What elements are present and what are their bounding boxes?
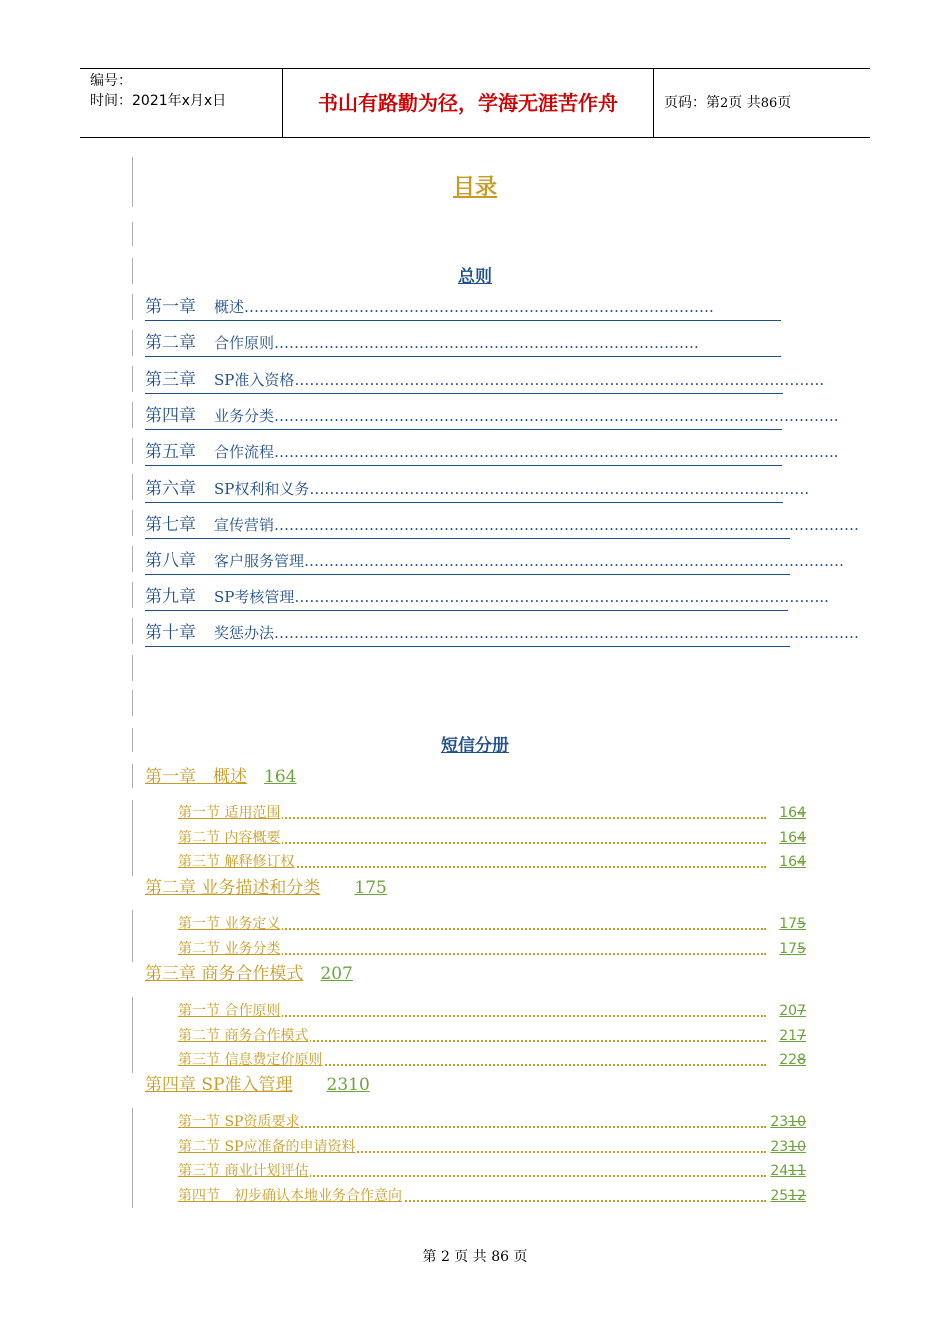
chapter-title: 业务分类 bbox=[214, 407, 275, 425]
page-new: 24 bbox=[770, 1163, 789, 1179]
chapter-title: SP准入资格 bbox=[214, 371, 295, 389]
page-number: 2 bbox=[720, 96, 729, 111]
toc-section[interactable] bbox=[178, 1026, 806, 1046]
page-footer: 第 2 页 共 86 页 bbox=[422, 1249, 528, 1265]
header-page-info bbox=[664, 69, 791, 137]
toc-section[interactable] bbox=[178, 803, 806, 823]
leader-dots: ………………………………………………………………………………………. bbox=[309, 480, 810, 498]
chapter-title: 合作流程 bbox=[214, 443, 275, 461]
page-new: 25 bbox=[770, 1188, 789, 1204]
chapter-page: 175 bbox=[354, 878, 387, 898]
chapter-title: 客户服务管理 bbox=[214, 552, 305, 570]
section-title: 第一节 合作原则 bbox=[178, 1003, 281, 1019]
toc-entry[interactable] bbox=[145, 405, 839, 430]
revision-bar bbox=[132, 800, 133, 876]
chapter-title: 第四章 SP准入管理 bbox=[145, 1075, 293, 1095]
chapter-title: SP考核管理 bbox=[214, 588, 295, 606]
page-old: 10 bbox=[788, 1139, 806, 1155]
page-new: 21 bbox=[779, 1028, 798, 1044]
toc-title: 目录 bbox=[452, 174, 497, 200]
revision-bar bbox=[132, 910, 133, 962]
section-page bbox=[777, 1050, 806, 1070]
section-heading-sms[interactable]: 短信分册 bbox=[441, 736, 509, 756]
page-old: 7 bbox=[797, 1028, 806, 1044]
page-header bbox=[80, 68, 870, 138]
section-title: 第二节 业务分类 bbox=[178, 941, 281, 957]
toc-section[interactable] bbox=[178, 939, 806, 959]
section-title: 第二节 SP应准备的申请资料 bbox=[178, 1139, 356, 1155]
toc-section[interactable] bbox=[178, 914, 806, 934]
header-meta bbox=[90, 71, 226, 111]
toc-chapter[interactable] bbox=[145, 766, 296, 788]
revision-bar bbox=[132, 330, 133, 356]
toc-section[interactable] bbox=[178, 1001, 806, 1021]
page-new: 17 bbox=[779, 916, 798, 932]
revision-bar bbox=[132, 1108, 133, 1208]
toc-section[interactable] bbox=[178, 1137, 806, 1157]
section-title: 第四节 初步确认本地业务合作意向 bbox=[178, 1188, 402, 1204]
chapter-page: 2310 bbox=[326, 1075, 370, 1095]
page-old: 7 bbox=[797, 1003, 806, 1019]
revision-bar bbox=[132, 997, 133, 1073]
toc-section[interactable] bbox=[178, 852, 806, 872]
revision-bar bbox=[132, 618, 133, 644]
leader-dots: …………………………………………………………………………………. bbox=[244, 298, 714, 316]
toc-chapter[interactable] bbox=[145, 1074, 370, 1096]
page-mid: 页 共 bbox=[728, 95, 761, 111]
page-old: 5 bbox=[797, 916, 806, 932]
page-old: 4 bbox=[797, 830, 806, 846]
toc-entry[interactable] bbox=[145, 369, 825, 394]
toc-section[interactable] bbox=[178, 1161, 806, 1181]
page-old: 10 bbox=[788, 1114, 806, 1130]
chapter-number: 第七章 bbox=[145, 515, 196, 535]
revision-bar bbox=[132, 294, 133, 320]
chapter-page: 207 bbox=[320, 964, 353, 984]
page-new: 16 bbox=[779, 805, 798, 821]
revision-bar bbox=[132, 690, 133, 716]
page-new: 23 bbox=[770, 1139, 789, 1155]
section-title: 第一节 业务定义 bbox=[178, 916, 281, 932]
leader-dots: ………………………………………………………………………………………………….. bbox=[274, 407, 839, 425]
chapter-page: 164 bbox=[264, 767, 297, 787]
section-page bbox=[768, 1137, 806, 1157]
section-title: 第三节 信息费定价原则 bbox=[178, 1052, 323, 1068]
revision-bar bbox=[132, 366, 133, 392]
leader-dots: ……………………………………………………………………………………………… bbox=[304, 552, 845, 570]
page-new: 16 bbox=[779, 854, 798, 870]
header-motto: 书山有路勤为径，学海无涯苦作舟 bbox=[318, 91, 618, 115]
toc-section[interactable] bbox=[178, 828, 806, 848]
revision-bar bbox=[132, 582, 133, 608]
section-page bbox=[777, 852, 806, 872]
page-prefix: 页码：第 bbox=[664, 95, 720, 111]
page-old: 4 bbox=[797, 805, 806, 821]
section-page bbox=[777, 1001, 806, 1021]
page-new: 22 bbox=[779, 1052, 798, 1068]
page-new: 23 bbox=[770, 1114, 789, 1130]
header-divider bbox=[653, 69, 654, 137]
toc-section[interactable] bbox=[178, 1186, 806, 1206]
section-page bbox=[768, 1112, 806, 1132]
section-page bbox=[777, 803, 806, 823]
section-page bbox=[777, 828, 806, 848]
chapter-title: SP权利和义务 bbox=[214, 480, 310, 498]
page-old: 5 bbox=[797, 941, 806, 957]
toc-entry[interactable] bbox=[145, 586, 829, 611]
chapter-number: 第三章 bbox=[145, 370, 196, 390]
section-title: 第三节 解释修订权 bbox=[178, 854, 295, 870]
section-page bbox=[777, 939, 806, 959]
section-title: 第二节 内容概要 bbox=[178, 830, 281, 846]
chapter-title: 宣传营销 bbox=[214, 516, 275, 534]
revision-bar bbox=[132, 438, 133, 464]
chapter-number: 第六章 bbox=[145, 479, 196, 499]
toc-entry[interactable] bbox=[145, 550, 845, 575]
page-suffix: 页 bbox=[777, 95, 792, 111]
section-title: 第三节 商业计划评估 bbox=[178, 1163, 309, 1179]
chapter-title: 第二章 业务描述和分类 bbox=[145, 878, 321, 898]
revision-bar bbox=[132, 655, 133, 681]
revision-bar bbox=[132, 474, 133, 500]
section-page bbox=[777, 1026, 806, 1046]
toc-chapter[interactable] bbox=[145, 963, 353, 985]
chapter-title: 合作原则 bbox=[214, 334, 275, 352]
toc-entry[interactable] bbox=[145, 622, 860, 647]
section-page bbox=[777, 914, 806, 934]
page-old: 4 bbox=[797, 854, 806, 870]
revision-bar bbox=[132, 764, 133, 788]
section-page bbox=[768, 1186, 806, 1206]
time-label: 时间：2021年x月x日 bbox=[90, 93, 227, 109]
toc-entry[interactable] bbox=[145, 296, 781, 321]
page-new: 17 bbox=[779, 941, 798, 957]
chapter-title: 奖惩办法 bbox=[214, 624, 275, 642]
leader-dots: ………………………………………………………………………………………………….. bbox=[274, 443, 839, 461]
page-old: 12 bbox=[788, 1188, 806, 1204]
section-title: 第二节 商务合作模式 bbox=[178, 1028, 309, 1044]
leader-dots: …………………………………………………………………………………………….. bbox=[294, 588, 829, 606]
toc-entry[interactable] bbox=[145, 478, 810, 503]
number-label: 编号： bbox=[90, 73, 132, 89]
revision-bar bbox=[132, 546, 133, 572]
revision-bar bbox=[132, 510, 133, 536]
section-title: 第一节 SP资质要求 bbox=[178, 1114, 300, 1130]
toc-section[interactable] bbox=[178, 1050, 806, 1070]
chapter-number: 第四章 bbox=[145, 406, 196, 426]
leader-dots: ……………………………………………………………………………………………. bbox=[294, 371, 825, 389]
toc-entry[interactable] bbox=[145, 441, 839, 466]
chapter-number: 第十章 bbox=[145, 623, 196, 643]
leader-dots: ……………………………………………………………………………………………………… bbox=[274, 516, 860, 534]
section-page bbox=[768, 1161, 806, 1181]
chapter-title: 第三章 商务合作模式 bbox=[145, 964, 304, 984]
page-old: 11 bbox=[788, 1163, 806, 1179]
section-heading-general[interactable]: 总则 bbox=[458, 267, 492, 287]
toc-section[interactable] bbox=[178, 1112, 806, 1132]
leader-dots: …………………………………………………………………………. bbox=[274, 334, 699, 352]
chapter-title: 概述 bbox=[214, 298, 245, 316]
chapter-number: 第八章 bbox=[145, 551, 196, 571]
chapter-number: 第五章 bbox=[145, 442, 196, 462]
toc-chapter[interactable] bbox=[145, 877, 387, 899]
section-title: 第一节 适用范围 bbox=[178, 805, 281, 821]
chapter-number: 第九章 bbox=[145, 587, 196, 607]
page-total: 86 bbox=[760, 96, 778, 111]
revision-bar bbox=[132, 402, 133, 428]
page-new: 20 bbox=[779, 1003, 798, 1019]
revision-bar bbox=[132, 222, 133, 246]
page-old: 8 bbox=[797, 1052, 806, 1068]
chapter-number: 第二章 bbox=[145, 333, 196, 353]
chapter-number: 第一章 bbox=[145, 297, 196, 317]
page-new: 16 bbox=[779, 830, 798, 846]
leader-dots: ……………………………………………………………………………………………………… bbox=[274, 624, 860, 642]
toc-entry[interactable] bbox=[145, 332, 781, 357]
toc-entry[interactable] bbox=[145, 514, 860, 539]
chapter-title: 第一章 概述 bbox=[145, 767, 247, 787]
